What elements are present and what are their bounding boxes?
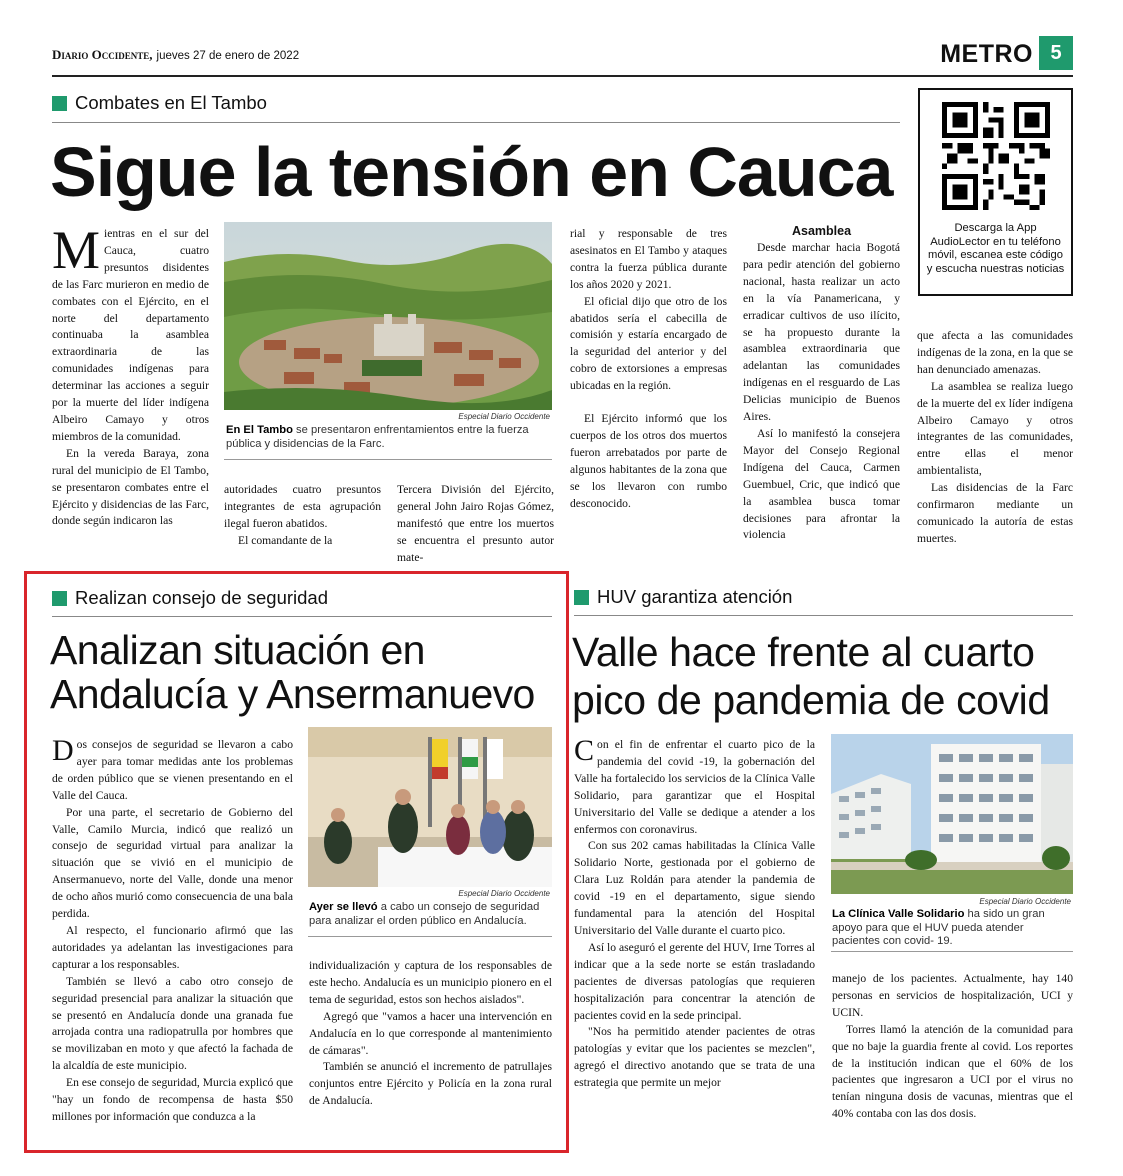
- kicker-text: Realizan consejo de seguridad: [75, 587, 329, 608]
- main-kicker: [52, 92, 267, 114]
- left-photo: [308, 727, 552, 887]
- headline-line: pico de pandemia de covid: [572, 677, 1050, 723]
- kicker-square-icon: [574, 590, 589, 605]
- main-col-5: [743, 222, 900, 567]
- main-paragraph: Así lo manifestó la consejera Mayor del Consejo Regional Indígena del Cauca, Carmen Guembuel, Cric, que indicó que la asamblea busca tomar decisiones para afrontar la violencia: [743, 426, 900, 542]
- main-photo-credit: Especial Diario Occidente: [458, 412, 550, 421]
- left-paragraph: os consejos de seguridad se llevaron a cabo ayer para tomar medidas ante los problemas de orden público que se vienen presentando en el Valle del Cauca.: [52, 738, 293, 802]
- main-col-2: [224, 482, 381, 567]
- qr-box: [918, 88, 1073, 296]
- left-photo-caption: [309, 901, 552, 928]
- left-paragraph: Por una parte, el secretario de Gobierno del Valle, Camilo Murcia, indicó que realizó un consejo de seguridad virtual para analizar la situación que se vivió en el municipio de Ansermanuevo, norte del Valle, donde una menor de ocho años murió como consecuencia de una bala perdida.: [52, 805, 293, 921]
- drop-cap: D: [52, 737, 74, 767]
- left-paragraph: Al respecto, el funcionario afirmó que las autoridades ya adelantan las investigaciones para capturar a los responsables.: [52, 923, 293, 971]
- drop-cap: C: [574, 737, 595, 767]
- main-paragraph: En la vereda Baraya, zona rural del municipio de El Tambo, se presentaron combates entre el Ejército y disidencias de las Farc, donde según indicaron las: [52, 446, 209, 528]
- right-paragraph: Torres llamó la atención de la comunidad para que no baje la guardia frente al covid. Los reportes de la institución indican que el 60% de los pacientes que ingresaron a UCI por el virus no tenían ninguna dosis de vacunas, mientras que el 40% contaba con las dos dosis.: [832, 1022, 1073, 1121]
- kicker-square-icon: [52, 591, 67, 606]
- caption-rule: [224, 459, 552, 460]
- right-photo-credit: Especial Diario Occidente: [979, 897, 1071, 906]
- qr-instructions: Descarga la App AudioLector en tu teléfono móvil, escanea este código y escucha nuestras noticias: [926, 222, 1065, 275]
- left-paragraph: Agregó que "vamos a hacer una intervención en Andalucía en lo que corresponde al mantenimiento de cámaras".: [309, 1009, 552, 1057]
- kicker-rule: [52, 122, 900, 123]
- left-paragraph: individualización y captura de los responsables de este hecho. Andalucía es un municipio pionero en el tema de seguridad, estos son hechos aislados".: [309, 959, 552, 1006]
- right-paragraph: Con sus 202 camas habilitadas la Clínica Valle Solidario Norte, gestionada por el gobierno de Clara Luz Roldán para atender la pandemia de covid -19 en el departamento, sigue siendo fundamental para la atención del Hospital Universitario del Valle durante el cuarto pico.: [574, 839, 815, 937]
- right-paragraph: manejo de los pacientes. Actualmente, hay 140 personas en servicios de hospitalización, UCI y UCIN.: [832, 972, 1073, 1019]
- right-paragraph: Así lo aseguró el gerente del HUV, Irne Torres al indicar que a la sede norte se están trasladando pacientes de diversas patologías que requieren hospitalización para concentrar la atención de pacientes covid en la sede principal.: [574, 940, 815, 1022]
- issue-date: jueves 27 de enero de 2022: [156, 50, 300, 62]
- main-col-4: [570, 226, 727, 567]
- main-paragraph: El comandante de la: [238, 533, 333, 547]
- main-paragraph: rial y responsable de tres asesinatos en El Tambo y ataques contra la fuerza pública durante los años 2020 y 2021.: [570, 227, 727, 291]
- left-col-1: [52, 737, 293, 1132]
- left-caption-rule: [308, 936, 552, 937]
- main-col-3: [397, 482, 554, 567]
- caption-bold: La Clínica Valle Solidario: [832, 908, 965, 920]
- right-kicker-rule: [574, 615, 1073, 616]
- caption-rest: a cabo un consejo de seguridad para analizar el orden público en Andalucía.: [309, 901, 540, 927]
- right-kicker: [574, 586, 792, 608]
- caption-bold: Ayer se llevó: [309, 901, 378, 913]
- left-col-2: [309, 958, 552, 1130]
- main-col-6: [917, 328, 1073, 567]
- right-col-1: [574, 737, 815, 1132]
- right-paragraph: "Nos ha permitido atender pacientes de otras patologías y evitar que los pacientes se mezclen", agregó el directivo anotando que se trata de una estrategia que permite un mejor: [574, 1025, 815, 1090]
- main-paragraph: La asamblea se realiza luego de la muerte del ex líder indígena Albeiro Camayo y otros integrantes de las comunidades, entre ellas el menor ambientalista,: [917, 379, 1073, 478]
- section-label: METRO: [940, 40, 1033, 68]
- caption-rest: se presentaron enfrentamientos entre la fuerza pública y disidencias de la Farc.: [226, 424, 529, 450]
- left-paragraph: También se llevó a cabo otro consejo de seguridad presencial para analizar la situación que se presentó en Andalucía donde una granada fue arrojada contra una radiopatrulla por hombres que se movilizaban en moto y que afectó la fachada de la alcaldía de este municipio.: [52, 974, 293, 1073]
- left-kicker: [52, 587, 328, 609]
- header-rule: [52, 75, 1073, 77]
- caption-rest: ha sido un gran apoyo para que el HUV pueda atender pacientes con covid- 19.: [832, 908, 1045, 947]
- main-paragraph: Desde marchar hacia Bogotá para pedir atención del gobierno nacional, hasta realizar un acto en la vía Panamericana, y erradicar cultivos de uso ilícito, se ha propuesto durante la asamblea extraordinaria que adelantan las comunidades indígenas en el resguardo de Las Delicias municipio de Buenos Aires.: [743, 241, 900, 424]
- right-paragraph: on el fin de enfrentar el cuarto pico de la pandemia del covid -19, la gobernación del Valle ha fortalecido los servicios de la Clínica Valle Solidario, para garantizar que el Hospital Universitario del Valle se dedique a atender a los enfermos con coronavirus.: [574, 738, 815, 836]
- right-headline: [572, 628, 1050, 724]
- kicker-text: HUV garantiza atención: [597, 586, 793, 607]
- caption-bold: En El Tambo: [226, 424, 293, 436]
- left-paragraph: En ese consejo de seguridad, Murcia explicó que "hay un fondo de recompensa de hasta $50 millones por información que conduzca a la: [52, 1076, 293, 1123]
- kicker-text: Combates en El Tambo: [75, 92, 267, 113]
- masthead: [52, 40, 1073, 74]
- main-paragraph: ientras en el sur del Cauca, cuatro presuntos disidentes de las Farc murieron en medio de combates con el Ejército, en el norte del departamento continuaba la asamblea extraordinaria de las comunidades indígenas para determinar las acciones a seguir por la muerte del líder indígena Albeiro Camayo y otros miembros de la comunidad.: [52, 227, 209, 443]
- main-paragraph: Las disidencias de la Farc confirmaron mediante un comunicado la autoría de estas muertes.: [917, 481, 1073, 545]
- drop-cap: M: [52, 226, 101, 280]
- right-caption-rule: [831, 951, 1073, 952]
- qr-code-icon[interactable]: [942, 102, 1050, 210]
- page-number: 5: [1039, 36, 1073, 70]
- main-paragraph: que afecta a las comunidades indígenas de la zona, en la que se han denunciado amenazas.: [917, 329, 1073, 376]
- right-photo: [831, 734, 1073, 894]
- main-photo: [224, 222, 552, 410]
- headline-line: Analizan situación en: [50, 627, 425, 673]
- subhead-asamblea: Asamblea: [791, 224, 852, 238]
- right-col-2: [832, 971, 1073, 1131]
- headline-line: Valle hace frente al cuarto: [572, 629, 1035, 675]
- main-paragraph: autoridades cuatro presuntos integrantes de esta agrupación ilegal fueron abatidos.: [224, 483, 381, 530]
- main-paragraph: El oficial dijo que otro de los abatidos sería el cabecilla de comisión y estaría encargado de la seguridad del anterior y del cobro de extorsiones a empresas ubicadas en la región.: [570, 294, 727, 393]
- main-paragraph: Tercera División del Ejército, general John Jairo Rojas Gómez, manifestó que entre los muertos se encuentra el presunto autor mate-: [397, 483, 554, 564]
- main-photo-caption: [226, 424, 552, 451]
- paper-name: Diario Occidente,: [52, 47, 153, 62]
- headline-line: Andalucía y Ansermanuevo: [50, 671, 535, 717]
- kicker-square-icon: [52, 96, 67, 111]
- left-headline: [50, 628, 535, 716]
- right-photo-caption: [832, 908, 1073, 949]
- left-kicker-rule: [52, 616, 552, 617]
- left-paragraph: También se anunció el incremento de patrullajes conjuntos entre Ejército y Policía en la zona rural de Andalucía.: [309, 1060, 552, 1108]
- main-headline: Sigue la tensión en Cauca: [50, 133, 893, 211]
- left-photo-credit: Especial Diario Occidente: [458, 889, 550, 898]
- main-paragraph: El Ejército informó que los cuerpos de los otros dos muertos fueron arrebatados por parte de algunos habitantes de la zona que se los llevaron con rumbo desconocido.: [570, 412, 727, 510]
- main-col-1: [52, 226, 209, 566]
